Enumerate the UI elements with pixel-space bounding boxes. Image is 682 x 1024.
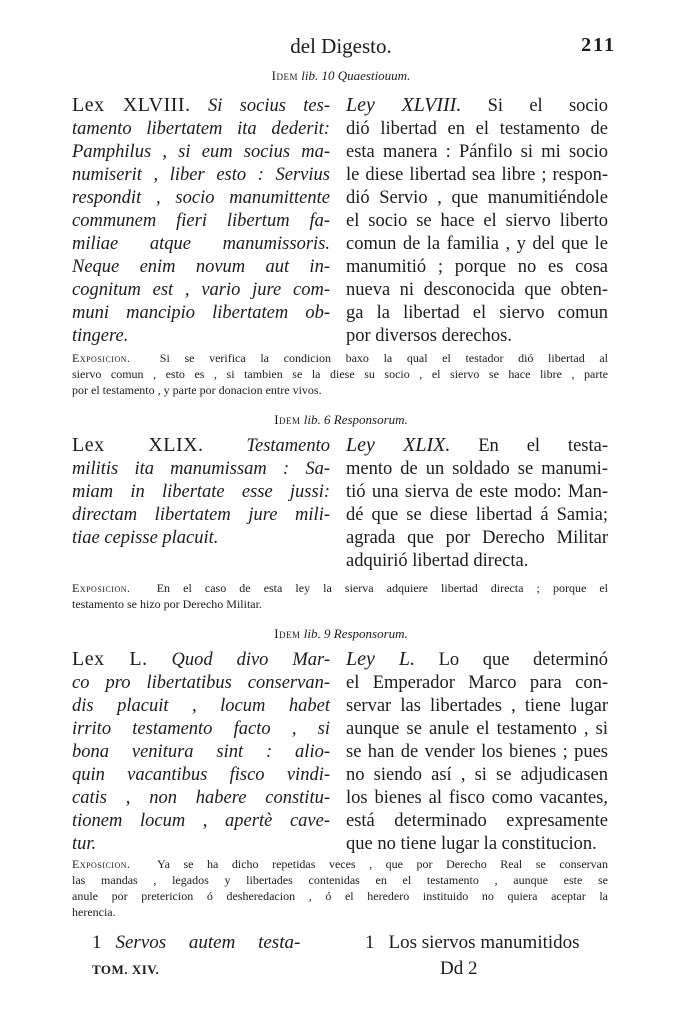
source-heading [0,626,682,642]
exposicion-label: Exposicion. [72,351,131,365]
latin-line: miam in libertate esse jussi: [72,482,330,502]
spanish-column [346,434,608,573]
exposicion [72,350,608,398]
spanish-line: nueva ni desconocida que obten- [346,280,608,300]
spanish-line: aunque se anule el testamento , si [346,719,608,739]
latin-law-title: Lex L. [72,648,148,670]
exposicion-line: las mandas , legados y libertades contenidas en el testamento , aunque este se [72,873,608,887]
latin-line: tingere. [72,326,129,346]
spanish-line: dió libertad en el testamento de [346,119,608,139]
latin-line: directam libertatem jure mili- [72,505,330,525]
latin-line: catis , non habere constitu- [72,788,330,808]
spanish-line: el socio se hace el siervo liberto [346,211,608,231]
latin-line: militis ita manumissam : Sa- [72,459,330,479]
latin-line: Lex XLIX. Testamento [72,434,330,456]
latin-line: irrito testamento facto , si [72,719,330,739]
spanish-line: manumitió ; porque no es cosa [346,257,608,277]
exposicion-line: En el caso de esta ley la sierva adquiere libertad directa ; porque el [156,581,609,595]
running-title: del Digesto. [290,34,392,58]
spanish-law-title: Ley L. [346,648,415,670]
spanish-line: está determinado expresamente [346,811,608,831]
heading-source: lib. 9 Responsorum. [303,626,408,641]
spanish-line: mento de un soldado se manumi- [346,459,608,479]
latin-line: communem fieri libertum fa- [72,211,330,231]
spanish-line: adquirió libertad directa. [346,551,529,571]
latin-law-title: Lex XLIX. [72,434,204,456]
spanish-line: se han de vender los bienes ; pues [346,742,608,762]
exposicion-line: herencia. [72,905,116,919]
latin-line: cognitum est , vario jure com- [72,280,330,300]
spanish-line: esta manera : Pánfilo si mi socio [346,142,608,162]
exposicion-label: Exposicion. [72,857,131,871]
latin-line: muni mancipio libertatem ob- [72,303,330,323]
latin-line: Lex XLVIII. Si socius tes- [72,94,330,116]
exposicion-label: Exposicion. [72,581,131,595]
latin-line: bona venitura sint : alio- [72,742,330,762]
heading-author: Idem [274,626,301,641]
spanish-line: comun de la familia , y del que le [346,234,608,254]
latin-law-title: Lex XLVIII. [72,94,191,116]
catchline-text: Servos autem testa- [115,932,301,953]
latin-line: dis placuit , locum habet [72,696,330,716]
exposicion-line: Si se verifica la condicion baxo la qual el testador dió libertad al [159,351,609,365]
latin-catchline [92,932,300,954]
latin-line: Pamphilus , si eum socius ma- [72,142,330,162]
spanish-column [346,648,608,856]
spanish-law-title: Ley XLVIII. [346,94,462,116]
spanish-law-title: Ley XLIX. [346,434,451,456]
exposicion-line: testamento se hizo por Derecho Militar. [72,597,262,611]
latin-line: respondit , socio manumittente [72,188,330,208]
spanish-line: los bienes al fisco como vacantes, [346,788,608,808]
spanish-line: servar las libertades , tiene lugar [346,696,608,716]
spanish-line: agrada que por Derecho Militar [346,528,608,548]
latin-line: tiae cepisse placuit. [72,528,219,548]
exposicion [72,856,608,920]
heading-author: Idem [274,412,301,427]
page-number: 211 [581,34,616,56]
spanish-line: dé que se diese libertad á Samia; [346,505,608,525]
latin-column [72,94,330,348]
exposicion [72,580,608,612]
catchline-number: 1 [365,932,375,953]
spanish-line: que no tiene lugar la constitucion. [346,834,597,854]
running-head [0,34,682,60]
exposicion-line: por el testamento , y parte por donacion entre vivos. [72,383,322,397]
source-heading [0,412,682,428]
source-heading [0,68,682,84]
latin-line: quin vacantibus fisco vindi- [72,765,330,785]
exposicion-line: siervo comun , esto es , si tambien se la diese su socio , el siervo se hace libre , parte [72,367,608,381]
exposicion-line: anule por pretericion ó desheredacion , ó el heredero instituido no quiera aceptar la [72,889,608,903]
exposicion-line: Ya se ha dicho repetidas veces , que por Derecho Real se conservan [157,857,608,871]
signature-mark: Dd 2 [440,958,478,979]
spanish-line: tió una sierva de este modo: Man- [346,482,608,502]
spanish-line: Ley L. Lo que determinó [346,648,609,670]
spanish-line: por diversos derechos. [346,326,512,346]
spanish-line: el Emperador Marco para con- [346,673,608,693]
spanish-line: no siendo así , si se adjudicasen [346,765,608,785]
heading-source: lib. 6 Responsorum. [303,412,408,427]
volume-mark: TOM. XIV. [92,962,160,977]
catchline-number: 1 [92,932,102,953]
latin-line: tur. [72,834,97,854]
spanish-line: le diese libertad sea libre ; respon- [346,165,608,185]
latin-line: miliae atque manumissoris. [72,234,330,254]
latin-column [72,648,330,856]
latin-line: co pro libertatibus conservan- [72,673,330,693]
latin-line: Neque enim novum aut in- [72,257,330,277]
spanish-line: ga la libertad el siervo comun [346,303,608,323]
spanish-catchline [365,932,580,954]
spanish-line: Ley XLVIII. Si el socio [346,94,608,116]
latin-line: tamento libertatem ita dederit: [72,119,330,139]
heading-source: lib. 10 Quaestiouum. [301,68,411,83]
spanish-line: Ley XLIX. En el testa- [346,434,608,456]
spanish-column [346,94,608,348]
latin-line: numiserit , liber esto : Servius [72,165,330,185]
spanish-line: dió Servio , que manumitiéndole [346,188,608,208]
catchline-text: Los siervos manumitidos [388,932,580,953]
heading-author: Idem [271,68,299,83]
latin-line: Lex L. Quod divo Mar- [72,648,330,670]
latin-line: tionem locum , apertè cave- [72,811,330,831]
latin-column [72,434,330,550]
